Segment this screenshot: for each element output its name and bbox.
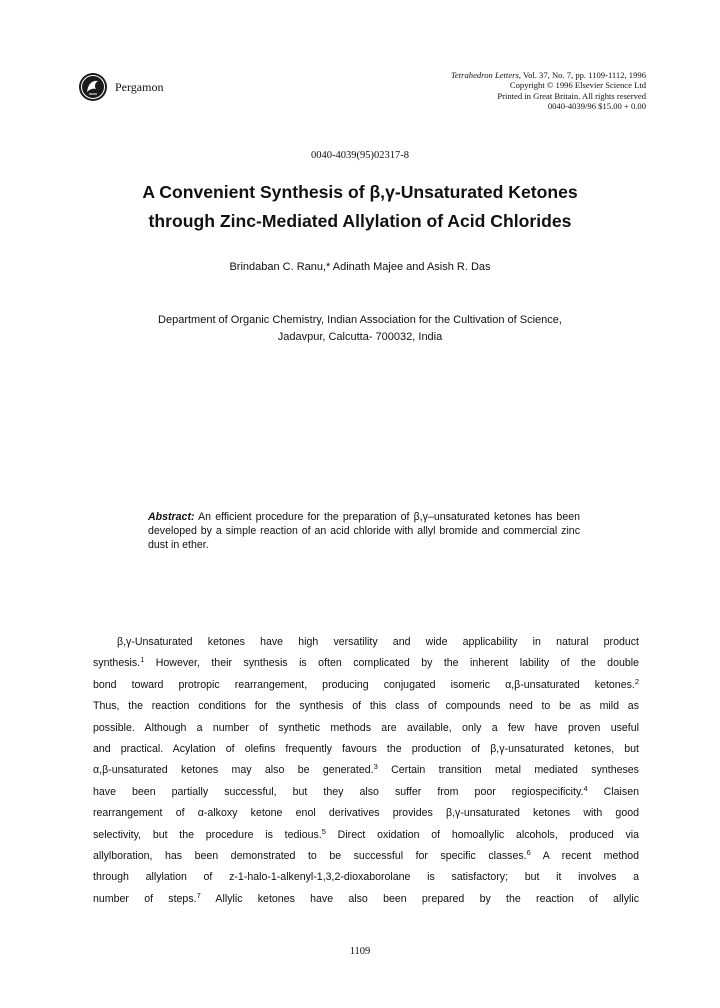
body-line-tail: Certain transition metal mediated syntheses <box>377 764 639 777</box>
abstract-text: An efficient procedure for the preparation of β,γ–unsaturated ketones has been developed by a simple reaction of an acid chloride with allyl bromide and commercial zinc dust in ether. <box>148 511 580 551</box>
body-line <box>93 803 639 824</box>
citation-line <box>451 70 646 80</box>
citation-block <box>451 70 646 112</box>
body-line-tail: A recent method <box>530 849 639 862</box>
body-line-text: have been partially successful, but they also suffer from poor regiospecificity. <box>93 785 584 798</box>
printed-line: Printed in Great Britain. All rights reserved <box>497 90 646 101</box>
body-line-tail: Direct oxidation of homoallylic alcohols, produced via <box>325 828 640 841</box>
affiliation-line-2: Jadavpur, Calcutta- 700032, India <box>277 331 443 343</box>
body-text <box>93 632 639 910</box>
body-line-text: number of steps. <box>93 892 197 905</box>
affiliation-line-1: Department of Organic Chemistry, Indian Association for the Cultivation of Science, <box>158 314 562 326</box>
publisher-block <box>78 72 163 102</box>
body-line <box>93 653 639 674</box>
volume-info: , Vol. 37, No. 7, pp. 1109-1112, 1996 <box>518 70 646 80</box>
publisher-name: Pergamon <box>115 79 164 94</box>
reference-marker: 4 <box>583 783 588 793</box>
affiliation <box>0 312 720 346</box>
issn-line: 0040-4039/96 $15.00 + 0.00 <box>547 101 646 112</box>
pergamon-logo-icon <box>78 72 108 102</box>
body-line <box>93 632 639 653</box>
body-line-tail: Allylic ketones have also been prepared by the reaction of allylic <box>200 892 640 905</box>
abstract-label: Abstract: <box>148 511 195 523</box>
body-line-text: synthesis. <box>93 657 141 670</box>
body-line-text: β,γ-Unsaturated ketones have high versatility and wide applicability in natural product <box>117 636 639 648</box>
body-line-text: α,β-unsaturated ketones may also be generated. <box>93 764 374 777</box>
body-line-text: rearrangement of α-alkoxy ketone enol derivatives provides β,γ-unsaturated ketones with good <box>93 807 639 820</box>
reference-marker: 2 <box>634 676 639 686</box>
reference-marker: 6 <box>526 847 531 857</box>
body-line <box>93 782 639 803</box>
page-number: 1109 <box>349 946 371 957</box>
copyright-line: Copyright © 1996 Elsevier Science Ltd <box>509 80 646 91</box>
body-line <box>93 825 639 846</box>
body-line-text: bond toward protropic rearrangement, producing conjugated isomeric α,β-unsaturated ketones. <box>93 678 635 691</box>
body-line-tail: Claisen <box>587 785 639 798</box>
article-title <box>0 178 720 236</box>
reference-marker: 1 <box>140 655 145 665</box>
body-line-text: Thus, the reaction conditions for the synthesis of this class of compounds need to be as mild as <box>93 700 639 713</box>
body-line-text: selectivity, but the procedure is tedious. <box>93 828 322 841</box>
body-line <box>93 675 639 696</box>
title-line-2: through Zinc-Mediated Allylation of Acid Chlorides <box>148 211 572 231</box>
reference-marker: 5 <box>321 826 326 836</box>
body-line <box>93 846 639 867</box>
doi: 0040-4039(95)02317-8 <box>311 150 409 161</box>
reference-marker: 3 <box>373 762 378 772</box>
body-line <box>93 696 639 717</box>
body-line-text: possible. Although a number of synthetic methods are available, only a few have proven useful <box>93 721 639 734</box>
journal-name: Tetrahedron Letters <box>450 70 519 80</box>
body-line <box>93 739 639 760</box>
title-line-1: A Convenient Synthesis of β,γ-Unsaturated Ketones <box>142 182 578 202</box>
body-line <box>93 718 639 739</box>
body-line <box>93 760 639 781</box>
reference-marker: 7 <box>196 890 201 900</box>
body-line-text: through allylation of z-1-halo-1-alkenyl-1,3,2-dioxaborolane is satisfactory; but it involves a <box>93 871 639 884</box>
abstract <box>148 511 580 552</box>
body-line-text: and practical. Acylation of olefins frequently favours the production of β,γ-unsaturated ketones, but <box>93 742 639 755</box>
body-line-text: allylboration, has been demonstrated to be successful for specific classes. <box>93 849 527 862</box>
body-line <box>93 867 639 888</box>
body-line-tail: However, their synthesis is often complicated by the inherent lability of the double <box>144 657 639 670</box>
body-line <box>93 889 639 910</box>
authors: Brindaban C. Ranu,* Adinath Majee and Asish R. Das <box>229 261 491 273</box>
